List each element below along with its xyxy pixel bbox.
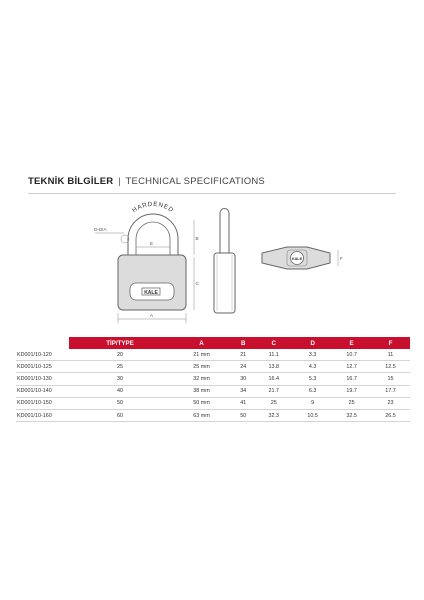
cell-c: 13.8 [254,361,293,373]
c-label: C [195,281,199,286]
cell-d: 5.3 [293,373,332,385]
cell-e: 32.5 [332,409,371,421]
cell-model-code: KD001/10-125 [16,361,69,373]
header-separator: | [118,176,121,187]
key-logo-text: KALE [291,256,303,261]
cell-e: 10.7 [332,349,371,361]
header-title-tr: TEKNİK BİLGİLER [28,176,114,187]
cell-c: 32.3 [254,409,293,421]
spec-table [16,337,410,422]
cell-a: 25 mm [171,361,232,373]
cell-a: 63 mm [171,409,232,421]
cell-d: 4.3 [293,361,332,373]
shackle-engraving: HARDENED [131,200,175,215]
table-row [16,361,410,373]
cell-b: 24 [232,361,254,373]
cell-e: 12.7 [332,361,371,373]
f-label: F [340,256,343,261]
cell-type: 30 [69,373,171,385]
shackle-inner [136,222,170,257]
cell-b: 21 [232,349,254,361]
table-header-row [16,337,410,349]
cell-f: 26.5 [371,409,410,421]
cell-model-code: KD001/10-140 [16,385,69,397]
cell-d: 9 [293,397,332,409]
cell-c: 16.4 [254,373,293,385]
header-title-en: TECHNICAL SPECIFICATIONS [125,176,265,187]
cell-type: 50 [69,397,171,409]
cell-c: 25 [254,397,293,409]
cell-model-code: KD001/10-150 [16,397,69,409]
cell-b: 50 [232,409,254,421]
cell-a: 32 mm [171,373,232,385]
d-dia-label: D-DIA [94,227,107,232]
header-cell-d: D [293,337,332,349]
cell-f: 23 [371,397,410,409]
cell-type: 60 [69,409,171,421]
header-cell-c: C [254,337,293,349]
key-view [262,247,343,269]
table-row [16,373,410,385]
cell-model-code: KD001/10-120 [16,349,69,361]
cell-b: 41 [232,397,254,409]
cell-a: 21 mm [171,349,232,361]
cell-e: 16.7 [332,373,371,385]
lock-body [118,255,186,310]
cell-a: 50 mm [171,397,232,409]
spec-header [28,176,408,187]
cell-model-code: KD001/10-130 [16,373,69,385]
table-row [16,409,410,421]
e-label: E [150,241,154,246]
cell-b: 30 [232,373,254,385]
header-cell-type: TİP/TYPE [69,337,171,349]
cell-d: 10.5 [293,409,332,421]
padlock-technical-drawing [0,195,424,330]
cell-d: 6.3 [293,385,332,397]
header-cell-a: A [171,337,232,349]
cell-f: 11 [371,349,410,361]
cell-b: 34 [232,385,254,397]
a-label: A [150,313,154,318]
cell-type: 20 [69,349,171,361]
side-view [214,209,235,314]
table-row [16,349,410,361]
cell-f: 15 [371,373,410,385]
front-view [94,201,200,323]
cell-type: 40 [69,385,171,397]
cell-f: 12.5 [371,361,410,373]
cell-type: 25 [69,361,171,373]
table-row [16,385,410,397]
header-divider [28,193,396,194]
cell-a: 38 mm [171,385,232,397]
header-cell-code [16,337,69,349]
table-row [16,397,410,409]
body-brand-text: KALE [144,289,158,296]
side-shackle [220,209,229,254]
cell-c: 11.1 [254,349,293,361]
header-cell-e: E [332,337,371,349]
cell-model-code: KD001/10-160 [16,409,69,421]
b-label: B [195,236,199,241]
header-cell-f: F [371,337,410,349]
cell-e: 25 [332,397,371,409]
cell-e: 19.7 [332,385,371,397]
header-cell-b: B [232,337,254,349]
cell-d: 3.3 [293,349,332,361]
cell-c: 21.7 [254,385,293,397]
cell-f: 17.7 [371,385,410,397]
shackle-outer [128,214,178,257]
